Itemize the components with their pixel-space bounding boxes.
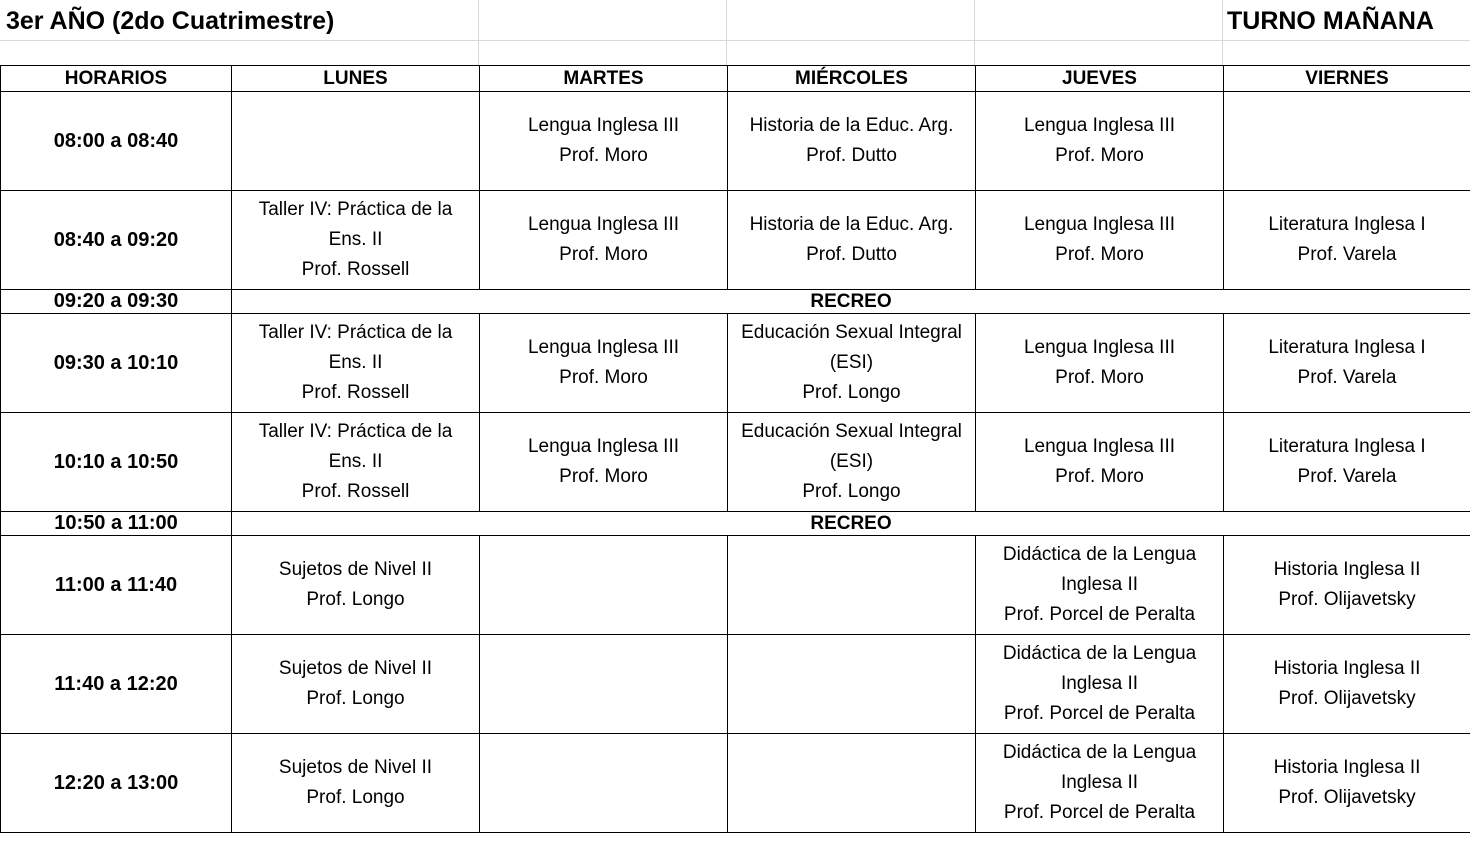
class-cell-lunes[interactable]: [232, 413, 480, 512]
class-cell-martes[interactable]: [480, 314, 728, 413]
class-cell-viernes[interactable]: [1224, 191, 1470, 290]
class-line: Prof. Moro: [1055, 466, 1144, 487]
gridline: [0, 40, 1470, 41]
class-name: Taller IV: Práctica de la: [258, 421, 453, 442]
class-name: Educación Sexual Integral: [741, 322, 962, 343]
class-name: Lengua Inglesa III: [1023, 436, 1176, 457]
class-name: Sujetos de Nivel II: [278, 757, 433, 778]
class-line: (ESI): [829, 352, 874, 373]
class-name: Sujetos de Nivel II: [278, 559, 433, 580]
table-row: [1, 314, 1470, 413]
class-line: Prof. Longo: [306, 787, 405, 808]
header-lunes[interactable]: LUNES: [232, 66, 480, 92]
class-cell-lunes[interactable]: [232, 635, 480, 734]
class-line: Prof. Porcel de Peralta: [1003, 802, 1196, 823]
recess-row: [1, 512, 1470, 536]
class-cell-viernes[interactable]: [1224, 92, 1470, 191]
class-line: Prof. Olijavetsky: [1278, 787, 1416, 808]
class-line: Prof. Moro: [1055, 367, 1144, 388]
class-line: Prof. Rossell: [301, 481, 410, 502]
class-line: Ens. II: [328, 451, 383, 472]
table-row: [1, 734, 1470, 833]
class-name: Taller IV: Práctica de la: [258, 322, 453, 343]
gridline: [478, 0, 479, 65]
class-cell-martes[interactable]: [480, 191, 728, 290]
class-cell-miercoles[interactable]: [728, 314, 976, 413]
class-line: Inglesa II: [1060, 574, 1139, 595]
class-name: Historia de la Educ. Arg.: [749, 214, 954, 235]
class-cell-miercoles[interactable]: [728, 191, 976, 290]
header-horarios[interactable]: HORARIOS: [1, 66, 232, 92]
class-cell-miercoles[interactable]: [728, 536, 976, 635]
class-cell-martes[interactable]: [480, 536, 728, 635]
page-title[interactable]: 3er AÑO (2do Cuatrimestre): [6, 7, 335, 35]
class-name: Didáctica de la Lengua: [1002, 643, 1197, 664]
sheet-header: [0, 0, 1470, 65]
class-line: Prof. Moro: [559, 145, 648, 166]
class-name: Didáctica de la Lengua: [1002, 544, 1197, 565]
class-line: Prof. Longo: [802, 481, 901, 502]
class-name: Didáctica de la Lengua: [1002, 742, 1197, 763]
class-name: Literatura Inglesa I: [1268, 214, 1426, 235]
schedule-table: [0, 65, 1470, 833]
class-name: Taller IV: Práctica de la: [258, 199, 453, 220]
class-cell-martes[interactable]: [480, 92, 728, 191]
class-cell-martes[interactable]: [480, 635, 728, 734]
class-cell-lunes[interactable]: [232, 734, 480, 833]
class-line: Inglesa II: [1060, 673, 1139, 694]
class-cell-jueves[interactable]: [976, 191, 1224, 290]
header-martes[interactable]: MARTES: [480, 66, 728, 92]
class-line: Prof. Moro: [559, 466, 648, 487]
table-row: [1, 92, 1470, 191]
class-name: Lengua Inglesa III: [527, 436, 680, 457]
time-cell[interactable]: 11:40 a 12:20: [1, 635, 232, 734]
class-name: Historia Inglesa II: [1273, 658, 1421, 679]
class-line: Prof. Longo: [306, 688, 405, 709]
recess-row: [1, 290, 1470, 314]
class-cell-viernes[interactable]: [1224, 314, 1470, 413]
class-name: Educación Sexual Integral: [741, 421, 962, 442]
class-cell-viernes[interactable]: [1224, 734, 1470, 833]
class-name: Lengua Inglesa III: [1023, 214, 1176, 235]
class-line: Prof. Porcel de Peralta: [1003, 703, 1196, 724]
class-line: Prof. Moro: [559, 244, 648, 265]
class-cell-viernes[interactable]: [1224, 536, 1470, 635]
gridline: [1222, 0, 1223, 65]
class-line: Prof. Varela: [1297, 466, 1397, 487]
class-name: Historia de la Educ. Arg.: [749, 115, 954, 136]
recess-cell[interactable]: RECREO: [232, 290, 1470, 314]
class-cell-miercoles[interactable]: [728, 92, 976, 191]
header-row: [1, 66, 1470, 92]
class-line: Prof. Moro: [1055, 244, 1144, 265]
class-line: Prof. Dutto: [806, 244, 897, 265]
time-cell[interactable]: 09:30 a 10:10: [1, 314, 232, 413]
class-cell-martes[interactable]: [480, 413, 728, 512]
recess-cell[interactable]: RECREO: [232, 512, 1470, 536]
class-name: Literatura Inglesa I: [1268, 337, 1426, 358]
class-line: Prof. Longo: [802, 382, 901, 403]
class-line: Prof. Porcel de Peralta: [1003, 604, 1196, 625]
time-cell[interactable]: 10:10 a 10:50: [1, 413, 232, 512]
class-name: Lengua Inglesa III: [1023, 115, 1176, 136]
class-line: Prof. Rossell: [301, 259, 410, 280]
header-viernes[interactable]: VIERNES: [1224, 66, 1470, 92]
header-jueves[interactable]: JUEVES: [976, 66, 1224, 92]
header-miercoles[interactable]: MIÉRCOLES: [728, 66, 976, 92]
time-cell[interactable]: 10:50 a 11:00: [1, 512, 232, 536]
class-line: (ESI): [829, 451, 874, 472]
class-line: Prof. Rossell: [301, 382, 410, 403]
time-cell[interactable]: 08:40 a 09:20: [1, 191, 232, 290]
class-cell-viernes[interactable]: [1224, 635, 1470, 734]
class-line: Prof. Longo: [306, 589, 405, 610]
time-cell[interactable]: 12:20 a 13:00: [1, 734, 232, 833]
class-cell-miercoles[interactable]: [728, 734, 976, 833]
class-cell-lunes[interactable]: [232, 536, 480, 635]
class-line: Inglesa II: [1060, 772, 1139, 793]
table-row: [1, 536, 1470, 635]
class-cell-jueves[interactable]: [976, 536, 1224, 635]
class-name: Historia Inglesa II: [1273, 757, 1421, 778]
class-cell-jueves[interactable]: [976, 92, 1224, 191]
class-line: Ens. II: [328, 352, 383, 373]
class-cell-jueves[interactable]: [976, 314, 1224, 413]
class-name: Lengua Inglesa III: [527, 115, 680, 136]
class-line: Prof. Dutto: [806, 145, 897, 166]
shift-label[interactable]: TURNO MAÑANA: [1227, 7, 1434, 35]
time-cell[interactable]: 09:20 a 09:30: [1, 290, 232, 314]
gridline: [726, 0, 727, 65]
class-cell-lunes[interactable]: [232, 92, 480, 191]
class-name: Literatura Inglesa I: [1268, 436, 1426, 457]
class-line: Prof. Olijavetsky: [1278, 688, 1416, 709]
gridline: [974, 0, 975, 65]
class-cell-viernes[interactable]: [1224, 413, 1470, 512]
time-cell[interactable]: 08:00 a 08:40: [1, 92, 232, 191]
class-cell-martes[interactable]: [480, 734, 728, 833]
class-name: Historia Inglesa II: [1273, 559, 1421, 580]
time-cell[interactable]: 11:00 a 11:40: [1, 536, 232, 635]
table-row: [1, 413, 1470, 512]
class-line: Prof. Olijavetsky: [1278, 589, 1416, 610]
class-name: Lengua Inglesa III: [527, 214, 680, 235]
class-cell-jueves[interactable]: [976, 413, 1224, 512]
class-name: Lengua Inglesa III: [527, 337, 680, 358]
class-name: Lengua Inglesa III: [1023, 337, 1176, 358]
class-cell-lunes[interactable]: [232, 314, 480, 413]
class-cell-miercoles[interactable]: [728, 413, 976, 512]
class-cell-lunes[interactable]: [232, 191, 480, 290]
table-row: [1, 191, 1470, 290]
table-row: [1, 635, 1470, 734]
class-name: Sujetos de Nivel II: [278, 658, 433, 679]
class-line: Prof. Moro: [559, 367, 648, 388]
class-cell-jueves[interactable]: [976, 635, 1224, 734]
class-line: Prof. Moro: [1055, 145, 1144, 166]
class-line: Ens. II: [328, 229, 383, 250]
class-cell-jueves[interactable]: [976, 734, 1224, 833]
class-line: Prof. Varela: [1297, 244, 1397, 265]
class-cell-miercoles[interactable]: [728, 635, 976, 734]
class-line: Prof. Varela: [1297, 367, 1397, 388]
